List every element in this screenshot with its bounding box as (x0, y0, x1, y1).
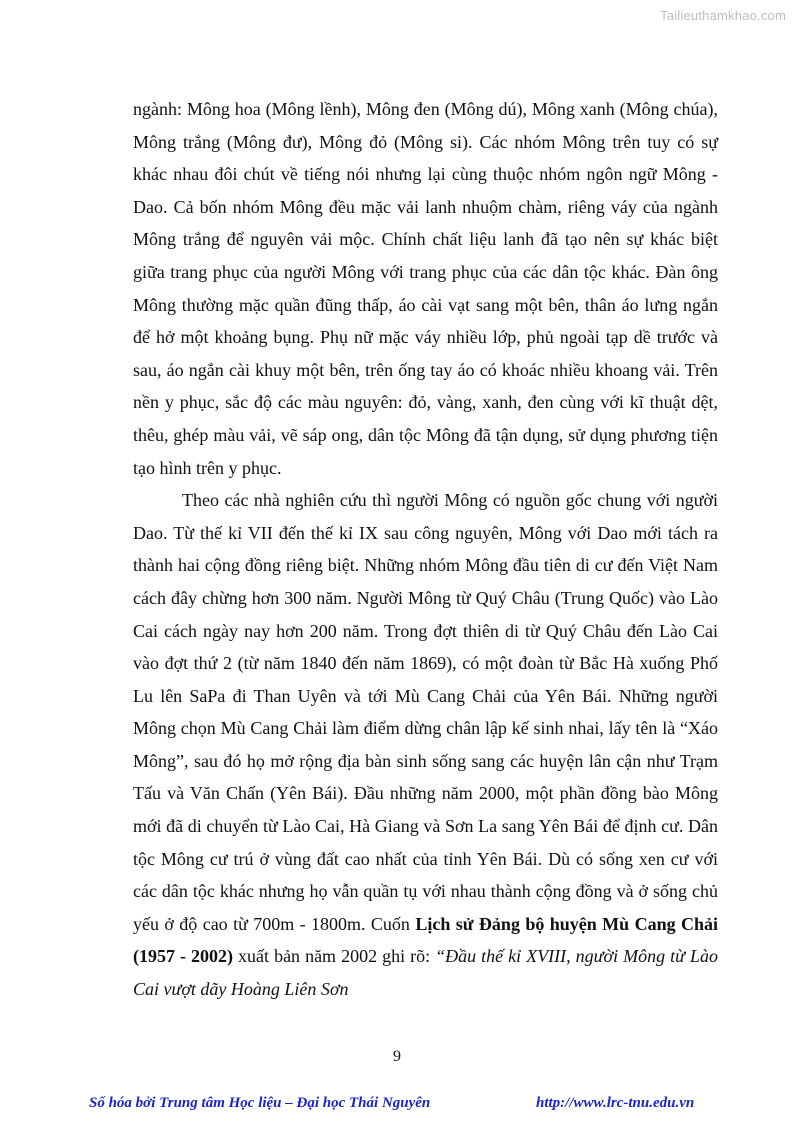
footer-credit: Số hóa bởi Trung tâm Học liệu – Đại học Thái Nguyên (89, 1095, 431, 1111)
paragraph-2 (133, 484, 718, 1006)
paragraph-2-text: Theo các nhà nghiên cứu thì người Mông có nguồn gốc chung với người Dao. Từ thế kỉ VII đến thế kỉ IX sau công nguyên, Mông với Dao mới tách ra thành hai cộng đồng riêng biệt. Những nhóm Mông đầu tiên di cư đến Việt Nam cách đây chừng hơn 300 năm. Người Mông từ Quý Châu (Trung Quốc) vào Lào Cai cách ngày nay hơn 200 năm. Trong đợt thiên di từ Quý Châu đến Lào Cai vào đợt thứ 2 (từ năm 1840 đến năm 1869), có một đoàn từ Bắc Hà xuống Phố Lu lên SaPa đi Than Uyên và tới Mù Cang Chải của Yên Bái. Những người Mông chọn Mù Cang Chải làm điểm dừng chân lập kế sinh nhai, lấy tên là “Xáo Mông”, sau đó họ mở rộng địa bàn sinh sống sang các huyện lân cận như Trạm Tấu và Văn Chấn (Yên Bái). Đầu những năm 2000, một phần đồng bào Mông mới đã di chuyển từ Lào Cai, Hà Giang và Sơn La sang Yên Bái để định cư. Dân tộc Mông cư trú ở vùng đất cao nhất của tỉnh Yên Bái. Dù có sống xen cư với các dân tộc khác nhưng họ vẫn quần tụ với nhau thành cộng đồng và ở sống chủ yếu ở độ cao từ 700m - 1800m. Cuốn (133, 490, 718, 934)
watermark: Tailieuthamkhao.com (660, 8, 786, 23)
quotation: “Đầu thế kỉ XVIII, người Mông từ Lào Cai vượt dãy Hoàng Liên Sơn (133, 946, 718, 1000)
paragraph-2-continuation: xuất bản năm 2002 ghi rõ: (233, 946, 436, 967)
page-body (133, 93, 718, 1006)
book-title: Lịch sử Đảng bộ huyện Mù Cang Chải (1957 - 2002) (133, 913, 718, 967)
page-number: 9 (393, 1048, 401, 1065)
footer-url[interactable]: http://www.lrc-tnu.edu.vn (536, 1095, 695, 1111)
paragraph-1: ngành: Mông hoa (Mông lềnh), Mông đen (Mông dú), Mông xanh (Mông chúa), Mông trắng (Mông đư), Mông đỏ (Mông si). Các nhóm Mông trên tuy có sự khác nhau đôi chút về tiếng nói nhưng lại cùng thuộc nhóm ngôn ngữ Mông - Dao. Cả bốn nhóm Mông đều mặc vải lanh nhuộm chàm, riêng váy của ngành Mông trắng để nguyên vải mộc. Chính chất liệu lanh đã tạo nên sự khác biệt giữa trang phục của người Mông với trang phục của các dân tộc khác. Đàn ông Mông thường mặc quần đũng thấp, áo cài vạt sang một bên, thân áo lưng ngắn để hở một khoảng bụng. Phụ nữ mặc váy nhiều lớp, phủ ngoài tạp dề trước và sau, áo ngắn cài khuy một bên, trên ống tay áo có khoác nhiều khoang vải. Trên nền y phục, sắc độ các màu nguyên: đỏ, vàng, xanh, đen cùng với kĩ thuật dệt, thêu, ghép màu vải, vẽ sáp ong, dân tộc Mông đã tận dụng, sử dụng phương tiện tạo hình trên y phục. (133, 99, 718, 478)
